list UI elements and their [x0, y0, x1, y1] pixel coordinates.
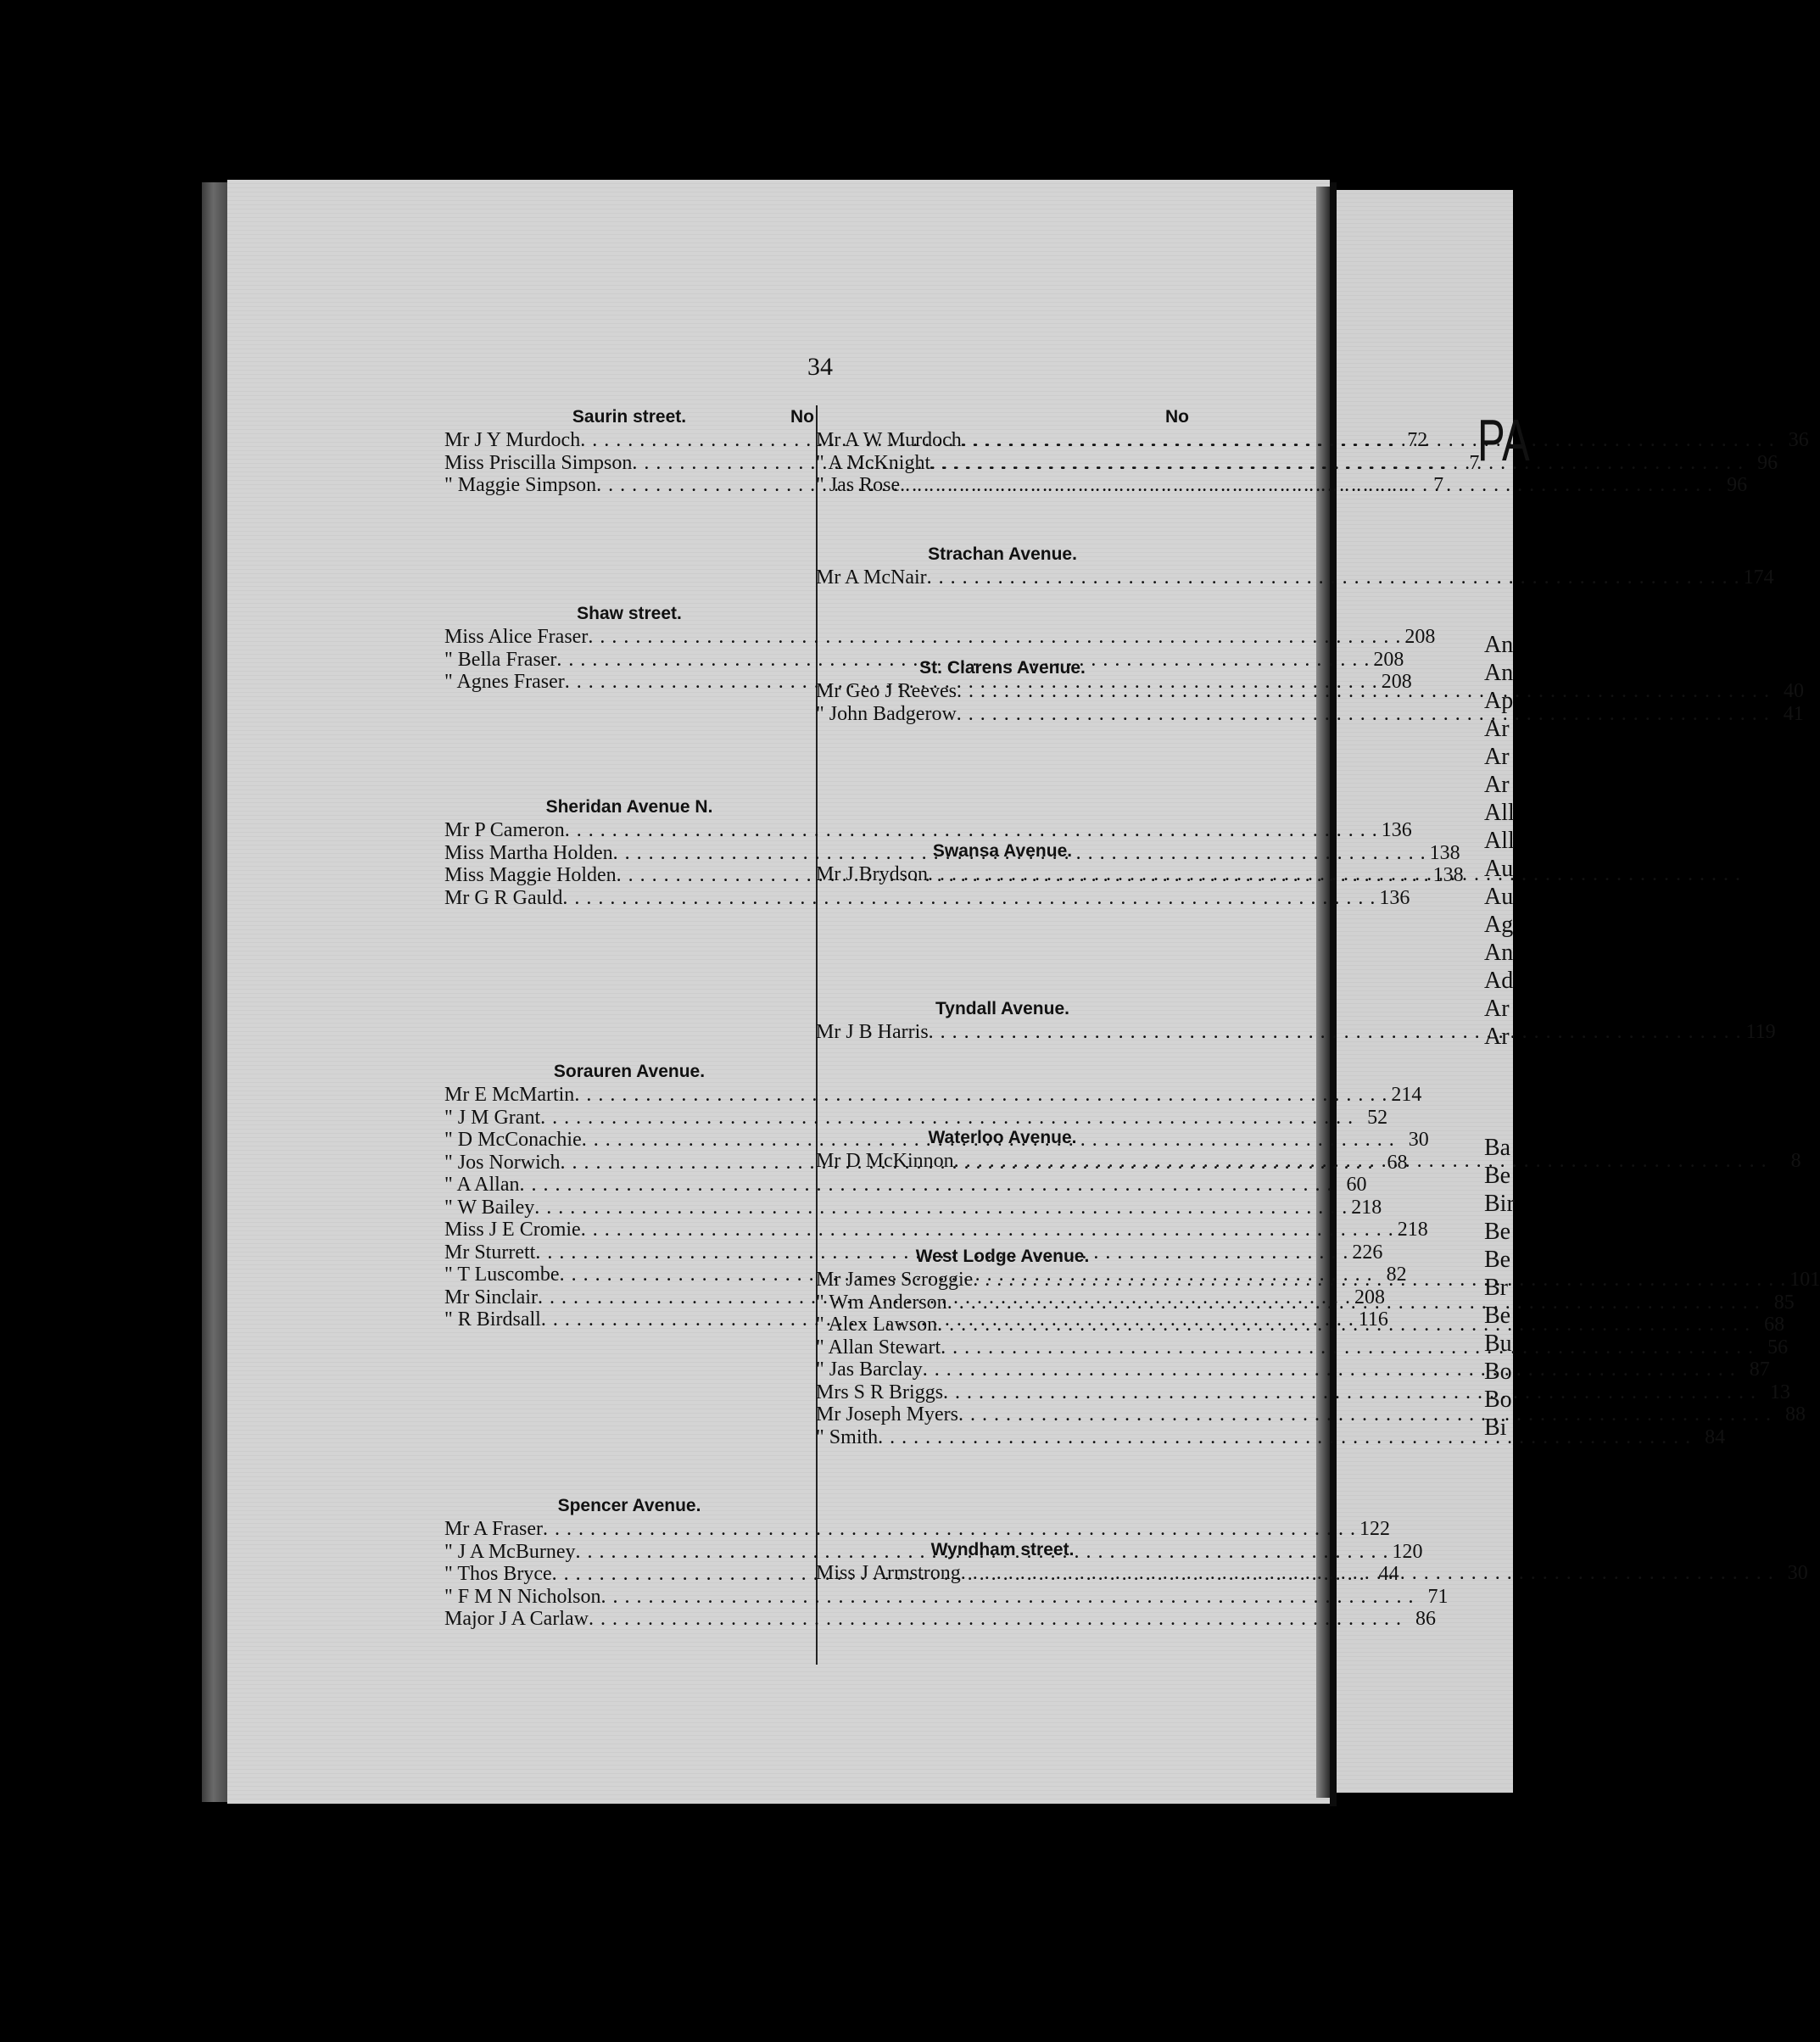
next-page-entry-stub: Bir	[1484, 1191, 1515, 1217]
next-page-entry-stub: Ar	[1484, 996, 1510, 1022]
street-section	[816, 840, 1189, 886]
resident-name: Miss Priscilla Simpson	[444, 451, 633, 474]
next-page-entry-stub: Au	[1484, 884, 1514, 910]
house-number: 138	[1432, 864, 1464, 886]
resident-name: " J M Grant	[444, 1106, 541, 1129]
page-number: 34	[807, 353, 833, 381]
resident-name: " Jas Rose	[816, 474, 901, 496]
resident-entry	[444, 1084, 1422, 1107]
dot-leader	[957, 680, 1770, 703]
dot-leader	[927, 566, 1740, 589]
next-page-entry-stub: Ar	[1484, 716, 1510, 742]
house-number: 84	[1705, 1425, 1726, 1448]
street-heading	[444, 1060, 814, 1084]
resident-name: Mrs S R Briggs	[816, 1381, 944, 1403]
dot-leader	[973, 1269, 1786, 1292]
street-heading	[816, 997, 1189, 1021]
resident-name: Mr J Y Murdoch	[444, 429, 581, 451]
resident-name: " Maggie Simpson	[444, 474, 597, 496]
next-page-entry-stub: Be	[1484, 1219, 1511, 1245]
resident-name: " Wm Anderson	[816, 1291, 947, 1314]
street-title: Saurin street.	[572, 407, 687, 427]
next-page-entry-stub: All	[1484, 828, 1515, 854]
dot-leader	[943, 1381, 1756, 1404]
street-title: Spencer Avenue.	[557, 1496, 701, 1515]
resident-name: " Jos Norwich	[444, 1151, 561, 1174]
next-page-entry-stub: Be	[1484, 1247, 1511, 1273]
resident-entry	[444, 626, 1436, 649]
house-number: 56	[1767, 1336, 1789, 1359]
dot-leader	[928, 863, 1741, 886]
resident-name: Mr P Cameron	[444, 819, 565, 841]
house-number: 30	[1787, 1562, 1808, 1584]
house-number: 72	[1407, 429, 1428, 451]
house-number: 96	[1727, 474, 1748, 496]
street-heading	[816, 1245, 1189, 1269]
dot-leader	[930, 452, 1744, 475]
house-number: 214	[1391, 1084, 1422, 1106]
house-number: 41	[1783, 702, 1804, 725]
street-section	[816, 543, 1774, 589]
street-heading	[816, 543, 1189, 566]
resident-name: " A Allan	[444, 1174, 520, 1196]
next-page-entry-stub: All	[1484, 800, 1515, 826]
resident-name: " Agnes Fraser	[444, 671, 565, 693]
house-number: 208	[1354, 1286, 1385, 1308]
street-section	[816, 997, 1776, 1044]
resident-entry	[444, 1174, 1367, 1197]
resident-entry	[444, 819, 1412, 842]
house-number: 226	[1352, 1241, 1383, 1264]
next-page-entry-stub: Be	[1484, 1303, 1511, 1329]
street-heading	[816, 1538, 1189, 1562]
next-page-entry-stub: Ar	[1484, 744, 1510, 770]
resident-name: " D McConachie	[444, 1129, 582, 1151]
resident-name: Mr J Brydson	[816, 863, 929, 885]
resident-name: Mr James Scroggie	[816, 1269, 974, 1291]
dot-leader	[600, 1586, 1414, 1609]
dot-leader	[878, 1426, 1691, 1449]
dot-leader	[534, 1197, 1348, 1219]
house-number: 218	[1351, 1196, 1382, 1219]
street-heading	[444, 405, 814, 429]
house-number: 208	[1404, 626, 1436, 648]
next-page-entry-stub: Ag	[1484, 912, 1514, 938]
resident-entry	[816, 702, 1804, 726]
resident-name: Mr G R Gauld	[444, 886, 563, 909]
street-title: St. Clarens Avenue.	[919, 658, 1086, 678]
resident-entry	[444, 1518, 1390, 1541]
next-page-entry-stub: Ba	[1484, 1135, 1511, 1161]
house-number: 87	[1749, 1359, 1770, 1381]
next-page-entry-stub: Ar	[1484, 1024, 1510, 1050]
resident-name: " John Badgerow	[816, 702, 957, 725]
house-number: 174	[1743, 566, 1774, 589]
resident-name: " Thos Bryce	[444, 1563, 552, 1585]
house-number: 138	[1429, 841, 1460, 864]
resident-name: Mr Sturrett	[444, 1241, 536, 1264]
next-page-entry-stub: An	[1484, 940, 1514, 966]
street-title: Wyndham street.	[930, 1540, 1075, 1559]
resident-name: Mr A McNair	[816, 566, 927, 589]
next-page-entry-stub: Bo	[1484, 1359, 1512, 1385]
resident-entry	[444, 886, 1410, 910]
street-title: West Lodge Avenue.	[915, 1247, 1090, 1266]
street-title: Swansa Avenue.	[932, 841, 1073, 861]
street-title: Strachan Avenue.	[928, 544, 1077, 564]
dot-leader	[937, 1314, 1750, 1336]
house-number: 101	[1789, 1269, 1820, 1291]
house-number: 60	[1346, 1174, 1367, 1196]
resident-name: Miss Maggie Holden	[444, 864, 617, 886]
resident-entry	[816, 863, 1189, 886]
resident-name: Mr D McKinnon	[816, 1150, 954, 1172]
resident-name: " T Luscombe	[444, 1264, 560, 1286]
street-title: Shaw street.	[577, 604, 682, 623]
dot-leader	[961, 1562, 1774, 1585]
house-number: 136	[1381, 819, 1412, 841]
street-heading	[816, 840, 1189, 863]
resident-name: " Allan Stewart	[816, 1336, 941, 1359]
resident-entry	[444, 1106, 1388, 1130]
resident-name: Mr J B Harris	[816, 1021, 929, 1043]
dot-leader	[900, 474, 1713, 497]
next-page-entry-stub: Br	[1484, 1275, 1508, 1301]
resident-name: " J A McBurney	[444, 1540, 576, 1563]
resident-entry	[444, 1585, 1449, 1609]
house-number: 208	[1373, 648, 1404, 671]
resident-name: " Smith	[816, 1425, 879, 1448]
dot-leader	[957, 703, 1770, 726]
street-title: Waterloo Avenue.	[928, 1128, 1077, 1147]
next-page-entry-stub: An	[1484, 632, 1514, 658]
house-number: 86	[1415, 1608, 1436, 1630]
street-heading	[444, 1494, 814, 1518]
street-title: Tyndall Avenue.	[935, 999, 1069, 1018]
next-page-entry-stub: Be	[1484, 1163, 1511, 1189]
house-number: 136	[1379, 886, 1410, 909]
street-title: Sorauren Avenue.	[553, 1062, 706, 1081]
dot-leader	[589, 1608, 1402, 1631]
dot-leader	[954, 1150, 1767, 1173]
next-page-heading: PA	[1477, 407, 1530, 473]
number-column-header: No	[790, 407, 814, 427]
next-page-entry-stub: Bu	[1484, 1331, 1512, 1357]
resident-name: " Jas Barclay	[816, 1359, 923, 1381]
resident-entry	[816, 566, 1774, 589]
house-number: 88	[1785, 1403, 1806, 1425]
resident-name: " Alex Lawson	[816, 1314, 938, 1336]
resident-entry	[816, 1403, 1806, 1426]
next-page-entry-stub: Ad	[1484, 968, 1514, 994]
resident-name: Miss J Armstrong	[816, 1562, 961, 1584]
next-page-entry-stub: Ap	[1484, 688, 1514, 714]
number-column-header: No	[1165, 407, 1189, 427]
street-heading	[816, 656, 1189, 680]
resident-name: Mr Geo J Reeves	[816, 680, 957, 702]
resident-name: Major J A Carlaw	[444, 1608, 589, 1630]
house-number: 120	[1392, 1540, 1423, 1563]
dot-leader	[543, 1518, 1356, 1541]
resident-name: " W Bailey	[444, 1196, 535, 1219]
next-page-entry-stub: Bi	[1484, 1414, 1507, 1441]
resident-entry	[444, 1608, 1436, 1631]
street-heading	[444, 795, 814, 819]
dot-leader	[947, 1292, 1761, 1314]
house-number: 30	[1408, 1129, 1429, 1151]
street-heading	[816, 405, 1189, 429]
dot-leader	[581, 1219, 1394, 1241]
dot-leader	[929, 1021, 1742, 1044]
house-number: 116	[1358, 1308, 1388, 1331]
house-number: 218	[1397, 1219, 1428, 1241]
next-page-entry-stub: An	[1484, 660, 1514, 686]
resident-name: Mr E McMartin	[444, 1084, 575, 1106]
house-number: 44	[1378, 1563, 1399, 1585]
resident-name: " A McKnight	[816, 451, 931, 474]
house-number: 36	[1788, 429, 1809, 451]
house-number: 85	[1773, 1291, 1795, 1314]
dot-leader	[962, 429, 1775, 452]
resident-name: Mr Sinclair	[444, 1286, 538, 1308]
house-number: 7	[1433, 474, 1444, 496]
dot-leader	[562, 887, 1376, 910]
resident-name: Mr Joseph Myers	[816, 1403, 958, 1425]
house-number: 7	[1469, 451, 1480, 474]
resident-name: Mr A W Murdoch	[816, 429, 962, 451]
street-heading	[816, 1126, 1189, 1150]
street-title: Sheridan Avenue N.	[545, 797, 713, 817]
dot-leader	[574, 1084, 1387, 1107]
house-number: 52	[1367, 1106, 1388, 1129]
house-number: 208	[1381, 671, 1412, 693]
book-binding	[202, 182, 227, 1802]
dot-leader	[588, 626, 1401, 649]
resident-name: " Bella Fraser	[444, 648, 557, 671]
house-number: 71	[1427, 1585, 1449, 1608]
house-number: 96	[1757, 451, 1778, 474]
resident-name: Miss J E Cromie	[444, 1219, 581, 1241]
resident-entry	[816, 474, 1748, 497]
dot-leader	[565, 819, 1378, 842]
house-number: 40	[1783, 680, 1804, 702]
house-number: 68	[1764, 1314, 1785, 1336]
house-number: 13	[1770, 1381, 1791, 1403]
house-number: 8	[1790, 1150, 1801, 1172]
resident-entry	[444, 1196, 1382, 1219]
dot-leader	[941, 1336, 1754, 1359]
resident-name: Mr A Fraser	[444, 1518, 543, 1540]
house-number: 122	[1359, 1518, 1390, 1540]
resident-name: " R Birdsall	[444, 1308, 541, 1331]
next-page-entry-stub: Bo	[1484, 1386, 1512, 1413]
resident-entry	[816, 1021, 1776, 1044]
resident-name: Miss Alice Fraser	[444, 626, 589, 648]
resident-name: Miss Martha Holden	[444, 841, 613, 864]
next-page-entry-stub: Au	[1484, 856, 1514, 882]
resident-entry	[444, 1219, 1428, 1241]
house-number: 119	[1745, 1021, 1776, 1043]
dot-leader	[519, 1174, 1332, 1197]
dot-leader	[923, 1359, 1736, 1381]
resident-name: " F M N Nicholson	[444, 1585, 601, 1608]
resident-entry	[816, 451, 1778, 475]
house-number: 82	[1386, 1264, 1407, 1286]
next-page-entry-stub: Ar	[1484, 772, 1510, 798]
street-heading	[444, 602, 814, 626]
house-number: 68	[1387, 1151, 1408, 1174]
dot-leader	[958, 1403, 1772, 1426]
